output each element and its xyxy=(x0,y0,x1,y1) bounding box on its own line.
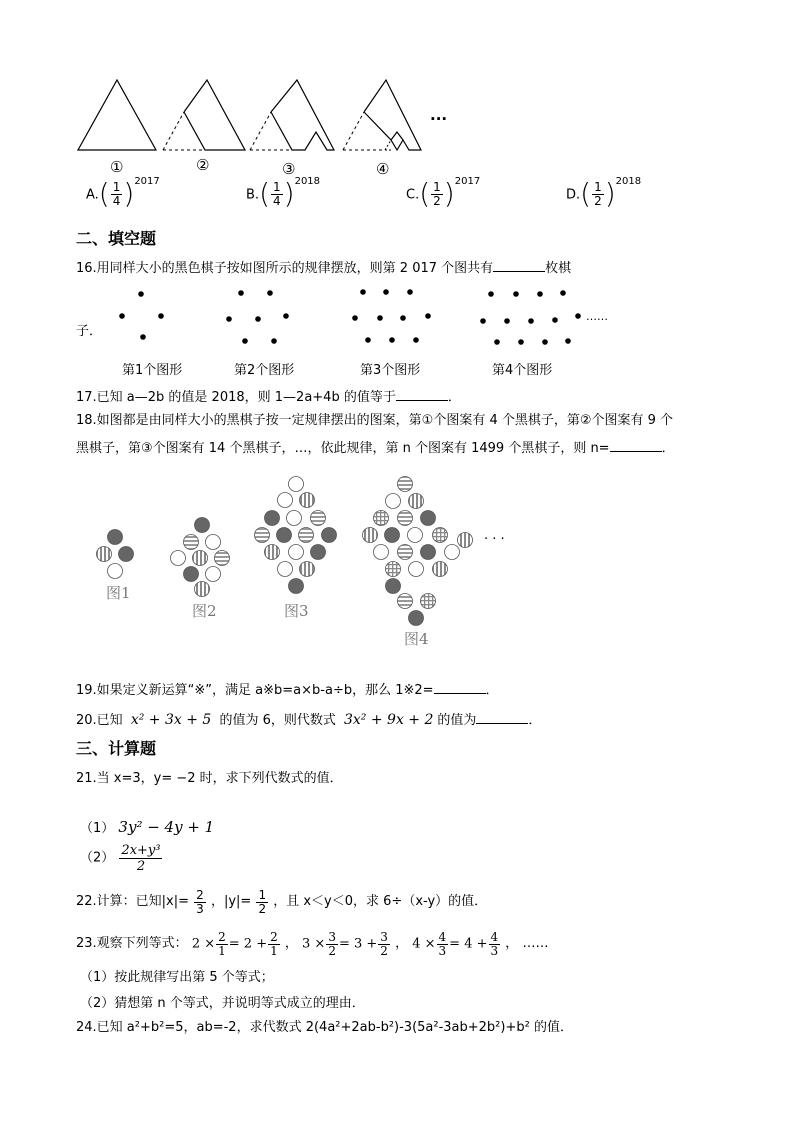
paren-right: ) xyxy=(283,177,295,210)
q22-text-a: 22.计算：已知|x|= xyxy=(76,894,190,909)
option-fraction xyxy=(592,181,604,208)
q20-expr1: x² + 3x + 5 xyxy=(130,712,212,728)
q23-item-2: （2）猜想第 n 个等式，并说明等式成立的理由． xyxy=(80,996,365,1011)
q18-line2-end: ． xyxy=(661,441,675,456)
q18-caption-4: 图4 xyxy=(404,630,429,648)
triangle-label-4: ④ xyxy=(376,160,390,178)
eq-frac xyxy=(216,931,228,958)
q16-line1 xyxy=(76,259,571,277)
q23-text-a: 23.观察下列等式： xyxy=(76,936,188,951)
q16-dots-svg xyxy=(0,280,794,350)
frac-num: 3 xyxy=(328,929,336,944)
paren-left: ( xyxy=(259,177,270,210)
eq-frac xyxy=(437,931,449,958)
option-c[interactable] xyxy=(406,176,481,210)
q18-caption-2: 图2 xyxy=(192,602,217,620)
q18-figure xyxy=(0,460,794,630)
frac-den: 2 xyxy=(258,901,267,916)
triangle-figure xyxy=(0,0,794,180)
eq-part: 2 × xyxy=(191,936,216,951)
frac-den: 4 xyxy=(112,193,121,208)
frac-den: 1 xyxy=(270,943,278,958)
q17-text-b: ． xyxy=(447,390,461,405)
triangle-ellipsis: ··· xyxy=(430,110,448,128)
q18-caption-3: 图3 xyxy=(284,602,309,620)
q21-item1-expr: 3y² − 4y + 1 xyxy=(118,818,215,836)
q16-caption-4: 第4个图形 xyxy=(492,363,553,378)
q18-pattern-3 xyxy=(255,477,337,594)
frac-den: 2 xyxy=(380,943,388,958)
frac-num: 1 xyxy=(594,179,602,194)
frac-den: 3 xyxy=(438,943,447,958)
triangle-2 xyxy=(163,80,245,150)
q23-item-1: （1）按此规律写出第 5 个等式； xyxy=(80,970,274,985)
q24: 24.已知 a²+b²=5，ab=-2，求代数式 2(4a²+2ab-b²)-3(5a²-3ab+2b²)+b² 的值． xyxy=(76,1020,573,1035)
option-exponent: 2017 xyxy=(454,176,481,187)
q21-item2-fraction xyxy=(119,843,162,874)
option-a[interactable] xyxy=(86,176,160,210)
q20-answer-blank[interactable] xyxy=(476,711,528,724)
option-fraction xyxy=(271,181,283,208)
option-exponent: 2017 xyxy=(134,176,160,187)
frac-num: 4 xyxy=(490,929,499,944)
option-letter: A. xyxy=(86,187,99,203)
eq-frac xyxy=(378,931,390,958)
q18-ellipsis: · · · xyxy=(484,532,505,547)
option-exponent: 2018 xyxy=(615,176,642,187)
q23-eq3 xyxy=(412,929,505,958)
q21-text: 21.当 x=3，y= −2 时，求下列代数式的值． xyxy=(76,771,343,786)
q22 xyxy=(76,887,487,918)
q18-pattern-1 xyxy=(97,530,134,579)
q21-item1-label: （1） xyxy=(80,821,115,836)
option-d[interactable] xyxy=(566,176,642,210)
q23-tail: …… xyxy=(522,936,549,951)
frac-num: 1 xyxy=(112,179,121,194)
q21-item-1 xyxy=(80,819,214,837)
section-3-title: 三、计算题 xyxy=(76,739,157,758)
frac-num: 2 xyxy=(218,929,226,944)
q18-pattern-2 xyxy=(171,518,230,597)
option-b[interactable] xyxy=(246,176,321,210)
q17-answer-blank[interactable] xyxy=(396,388,448,401)
triangle-label-3: ③ xyxy=(282,160,296,178)
q18-circles-svg xyxy=(0,460,794,630)
frac-den: 3 xyxy=(196,901,204,916)
frac-num: 2 xyxy=(196,887,204,902)
option-letter: D. xyxy=(566,187,581,203)
paren-right: ) xyxy=(123,177,135,210)
q19-text-a: 19.如果定义新运算“※”，满足 a※b=a×b-a÷b，那么 1※2= xyxy=(76,683,434,698)
q19 xyxy=(76,681,499,699)
q18-line2 xyxy=(76,439,675,457)
eq-part: 4 × xyxy=(412,936,436,951)
q23 xyxy=(76,929,548,960)
eq-part: 3 × xyxy=(302,936,326,951)
eq-part: = 2 + xyxy=(228,936,268,951)
q16-figure-2 xyxy=(226,290,289,344)
paren-left: ( xyxy=(419,177,431,210)
option-fraction xyxy=(111,181,123,208)
triangle-4 xyxy=(343,80,421,150)
eq-separator: ， xyxy=(395,936,409,951)
eq-frac xyxy=(489,931,501,958)
triangle-1 xyxy=(78,80,156,150)
triangle-label-2: ② xyxy=(196,156,210,174)
q20-text-d: ． xyxy=(528,713,542,728)
frac-num: 4 xyxy=(438,929,447,944)
triangle-label-1: ① xyxy=(110,158,124,176)
q22-y-fraction xyxy=(256,889,268,916)
q20-expr2: 3x² + 9x + 2 xyxy=(344,712,434,728)
frac-den: 2 xyxy=(433,193,441,208)
frac-den: 2 xyxy=(328,943,336,958)
triangle-figure-svg xyxy=(0,0,794,180)
q16-caption-2: 第2个图形 xyxy=(234,363,295,378)
q16-text-b: 枚棋 xyxy=(545,261,572,276)
option-exponent: 2018 xyxy=(294,176,321,187)
frac-num: 1 xyxy=(273,179,281,194)
q16-caption-1: 第1个图形 xyxy=(122,363,183,378)
eq-frac xyxy=(326,931,338,958)
paren-left: ( xyxy=(580,177,592,210)
q23-eq1 xyxy=(191,929,285,958)
q23-eq2 xyxy=(302,929,395,958)
q20-text-b: 的值为 6，则代数式 xyxy=(219,713,336,728)
frac-den: 2 xyxy=(594,193,602,208)
q22-text-c: ，且 x＜y＜0，求 6÷（x-y）的值． xyxy=(273,894,488,909)
q16-figure-1 xyxy=(119,291,164,340)
q16-text-a: 16.用同样大小的黑色棋子按如图所示的规律摆放，则第 2 017 个图共有 xyxy=(76,261,494,276)
eq-part: = 3 + xyxy=(338,936,378,951)
q18-answer-blank[interactable] xyxy=(610,439,662,452)
frac-num: 1 xyxy=(258,887,267,902)
q20-text-c: 的值为 xyxy=(437,713,477,728)
frac-num: 3 xyxy=(380,929,388,944)
frac-den: 2 xyxy=(136,859,146,874)
frac-den: 3 xyxy=(490,943,499,958)
eq-separator: ， xyxy=(505,936,519,951)
q20-text-a: 20.已知 xyxy=(76,713,123,728)
frac-den: 4 xyxy=(273,193,281,208)
option-letter: C. xyxy=(406,187,420,203)
triangle-3 xyxy=(250,80,334,150)
q17-text-a: 17.已知 a—2b 的值是 2018，则 1—2a+4b 的值等于 xyxy=(76,390,396,405)
q20 xyxy=(76,711,541,729)
option-letter: B. xyxy=(246,187,260,203)
paren-right: ) xyxy=(443,177,455,210)
q16-text-c: 子． xyxy=(76,324,103,339)
frac-den: 1 xyxy=(218,943,226,958)
option-fraction xyxy=(431,181,443,208)
q21-item-2 xyxy=(80,843,163,874)
q22-text-b: ，|y|= xyxy=(210,894,252,909)
section-2-title: 二、填空题 xyxy=(76,229,157,248)
q18-line2-text: 黑棋子，第③个图案有 14 个黑棋子，…，依此规律，第 n 个图案有 1499 个黑棋子，则 n= xyxy=(76,441,610,456)
eq-part: = 4 + xyxy=(449,936,488,951)
frac-num: 2x+y³ xyxy=(121,843,161,858)
frac-num: 2 xyxy=(270,929,278,944)
frac-num: 1 xyxy=(433,179,441,194)
q21-item2-label: （2） xyxy=(80,850,115,866)
eq-frac xyxy=(268,931,280,958)
q16-figure-4 xyxy=(480,290,581,345)
q19-answer-blank[interactable] xyxy=(434,681,486,694)
q18-caption-1: 图1 xyxy=(106,584,131,602)
q16-answer-blank[interactable] xyxy=(493,259,545,272)
q18-line1: 18.如图都是由同样大小的黑棋子按一定规律摆出的图案，第①个图案有 4 个黑棋子，第②个图案有 9 个 xyxy=(76,413,674,428)
paren-left: ( xyxy=(98,177,110,210)
q16-figure xyxy=(0,280,794,350)
paren-right: ) xyxy=(604,177,616,210)
q19-text-b: ． xyxy=(485,683,499,698)
q16-figure-3 xyxy=(352,289,431,343)
q17 xyxy=(76,388,461,406)
eq-separator: ， xyxy=(284,936,298,951)
q16-ellipsis: …… xyxy=(586,310,608,323)
q16-caption-3: 第3个图形 xyxy=(360,363,421,378)
q22-x-fraction xyxy=(194,889,206,916)
q18-pattern-4 xyxy=(363,477,473,626)
